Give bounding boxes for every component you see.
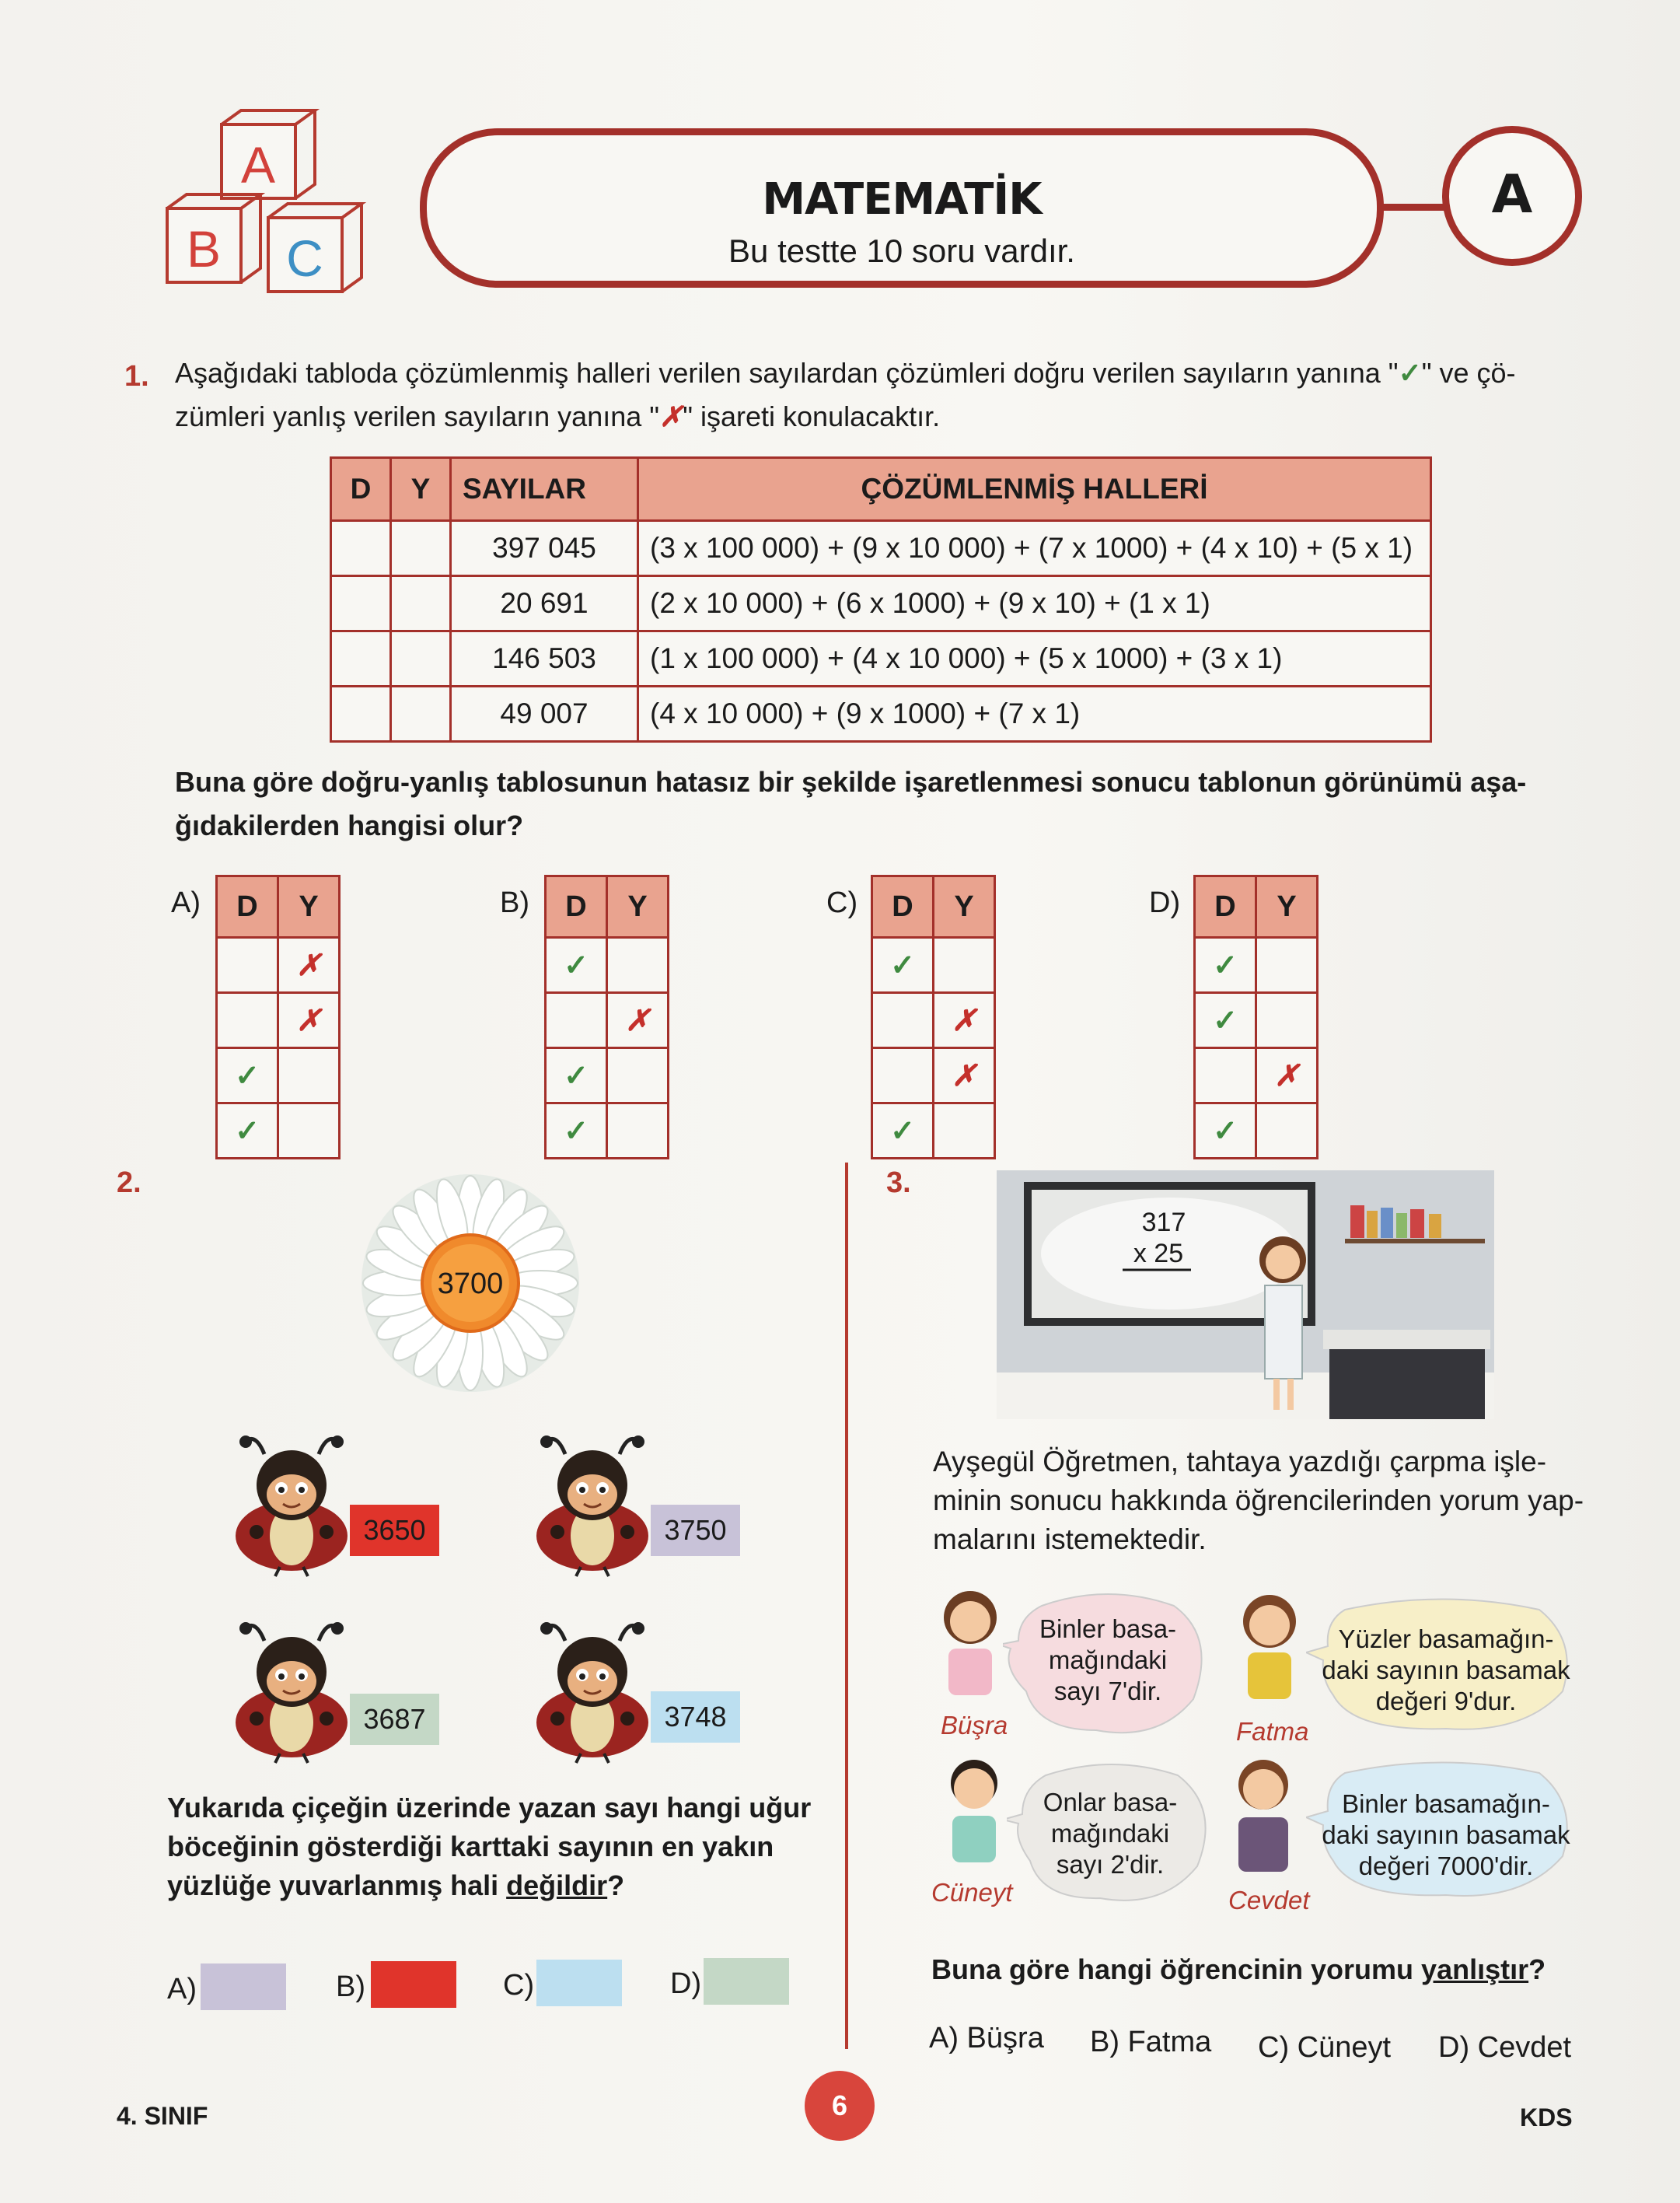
expansion-cell: (4 x 10 000) + (9 x 1000) + (7 x 1)	[638, 687, 1431, 742]
student-name-fatma: Fatma	[1236, 1717, 1309, 1746]
option-a-table[interactable]: D Y ✗ ✗ ✓ ✓	[215, 875, 341, 1159]
table-row	[331, 631, 1431, 687]
y-cell	[391, 576, 451, 631]
question-3-prompt: Buna göre hangi öğrencinin yorumu yanlıştır?	[931, 1953, 1546, 1985]
q2-option-a-swatch[interactable]	[201, 1963, 286, 2010]
table-row	[331, 687, 1431, 742]
q2-option-d-swatch[interactable]	[704, 1958, 789, 2005]
header-banner	[420, 128, 1384, 288]
q2-option-c-swatch[interactable]	[536, 1960, 622, 2006]
page-title: MATEMATİK	[762, 174, 1042, 225]
numbers-table	[330, 456, 1432, 743]
table-row	[331, 576, 1431, 631]
bubble-text-cuneyt: Onlar basa- mağındaki sayı 2'dir.	[1043, 1788, 1178, 1879]
table-row	[331, 521, 1431, 576]
page-number: 6	[805, 2071, 875, 2141]
question-3-intro: Ayşegül Öğretmen, tahtaya yazdığı çarpma işle- minin sonucu hakkında öğrencilerinden yorum yap- malarını istemektedir.	[933, 1446, 1584, 1555]
option-c-label[interactable]: C)	[826, 886, 858, 919]
bubble-text-fatma: Yüzler basamağın- daki sayının basamak değeri 9'dur.	[1322, 1624, 1570, 1715]
student-name-cevdet: Cevdet	[1228, 1886, 1310, 1915]
ladybug-card-2: 3750	[651, 1505, 740, 1556]
ladybug-icon	[534, 1617, 651, 1765]
question-1-prompt: Buna göre doğru-yanlış tablosunun hatasız bir şekilde işaretlenmesi sonucu tablonun görünümü aşa- ğıdakilerden hangisi olur?	[175, 766, 1527, 841]
number-cell: 49 007	[451, 687, 638, 742]
abc-blocks-icon	[159, 109, 377, 311]
grade-label: 4. SINIF	[117, 2102, 208, 2130]
ladybug-icon	[233, 1431, 350, 1579]
flower-number: 3700	[437, 1268, 504, 1300]
ladybug-card-1: 3650	[350, 1505, 439, 1556]
question-2-prompt: Yukarıda çiçeğin üzerinde yazan sayı hangi uğur böceğinin gösterdiği karttaki sayının en yakın yüzlüğe yuvarlanmış hali değildir?	[167, 1792, 812, 1901]
question-3-number: 3.	[886, 1166, 911, 1199]
student-name-cuneyt: Cüneyt	[931, 1878, 1013, 1907]
ladybug-card-3: 3687	[350, 1694, 439, 1745]
column-divider	[845, 1163, 848, 2049]
block-letter-c: C	[286, 229, 323, 287]
number-cell: 397 045	[451, 521, 638, 576]
q2-option-b-label[interactable]: B)	[336, 1970, 365, 2003]
student-name-busra: Büşra	[941, 1711, 1008, 1740]
q3-option-d[interactable]: D) Cevdet	[1438, 2031, 1572, 2064]
q3-option-a[interactable]: A) Büşra	[929, 2022, 1044, 2054]
bubble-text-busra: Binler basa- mağındaki sayı 7'dir.	[1039, 1614, 1177, 1705]
d-cell	[331, 576, 391, 631]
option-d-label[interactable]: D)	[1149, 886, 1181, 919]
question-1-instructions: Aşağıdaki tabloda çözümlenmiş halleri verilen sayılardan çözümleri doğru verilen sayıların yanına "✓" ve çö- zümleri yanlış verilen sayıların yanına "✗" işareti konulacaktır.	[175, 357, 1516, 432]
question-2-number: 2.	[117, 1166, 141, 1199]
student-busra-avatar	[933, 1586, 1007, 1703]
option-d-table[interactable]: D Y ✓ ✓ ✗ ✓	[1193, 875, 1319, 1159]
expansion-cell: (1 x 100 000) + (4 x 10 000) + (5 x 1000) + (3 x 1)	[638, 631, 1431, 687]
d-cell	[331, 631, 391, 687]
y-cell	[391, 687, 451, 742]
option-c-table[interactable]: D Y ✓ ✗ ✗ ✓	[871, 875, 996, 1159]
y-cell	[391, 631, 451, 687]
number-cell: 146 503	[451, 631, 638, 687]
header-connector	[1378, 204, 1444, 211]
ladybug-icon	[534, 1431, 651, 1579]
d-cell	[331, 687, 391, 742]
bubble-text-cevdet: Binler basamağın- daki sayının basamak değeri 7000'dir.	[1322, 1789, 1570, 1880]
number-cell: 20 691	[451, 576, 638, 631]
col-header-numbers: SAYILAR	[451, 458, 638, 521]
q2-option-c-label[interactable]: C)	[503, 1969, 535, 2002]
student-cuneyt-avatar	[937, 1754, 1011, 1870]
option-b-table[interactable]: D Y ✓ ✗ ✓ ✓	[544, 875, 669, 1159]
col-header-d: D	[331, 458, 391, 521]
d-cell	[331, 521, 391, 576]
expansion-cell: (3 x 100 000) + (9 x 10 000) + (7 x 1000) + (4 x 10) + (5 x 1)	[638, 521, 1431, 576]
publisher-label: KDS	[1520, 2103, 1573, 2131]
student-fatma-avatar	[1232, 1590, 1306, 1707]
booklet-type-badge: A	[1442, 126, 1582, 266]
board-line-1: 317	[1141, 1208, 1186, 1237]
q3-option-b[interactable]: B) Fatma	[1090, 2026, 1212, 2058]
y-cell	[391, 521, 451, 576]
option-b-label[interactable]: B)	[500, 886, 529, 919]
q2-option-b-swatch[interactable]	[371, 1961, 456, 2008]
daisy-flower-icon	[358, 1170, 583, 1396]
q2-option-d-label[interactable]: D)	[670, 1967, 702, 2000]
classroom-illustration	[997, 1170, 1494, 1419]
question-1-number: 1.	[124, 360, 149, 393]
col-header-y: Y	[391, 458, 451, 521]
block-letter-a: A	[240, 136, 276, 194]
block-letter-b: B	[186, 220, 222, 278]
expansion-cell: (2 x 10 000) + (6 x 1000) + (9 x 10) + (1 x 1)	[638, 576, 1431, 631]
board-line-2: x 25	[1133, 1239, 1184, 1268]
ladybug-card-4: 3748	[651, 1691, 740, 1743]
col-header-expansions: ÇÖZÜMLENMİŞ HALLERİ	[638, 458, 1431, 521]
q3-option-c[interactable]: C) Cüneyt	[1258, 2031, 1392, 2064]
q2-option-a-label[interactable]: A)	[167, 1973, 197, 2005]
ladybug-icon	[233, 1617, 350, 1765]
page-subtitle: Bu testte 10 soru vardır.	[728, 233, 1075, 269]
option-a-label[interactable]: A)	[171, 886, 201, 919]
student-cevdet-avatar	[1224, 1754, 1302, 1878]
